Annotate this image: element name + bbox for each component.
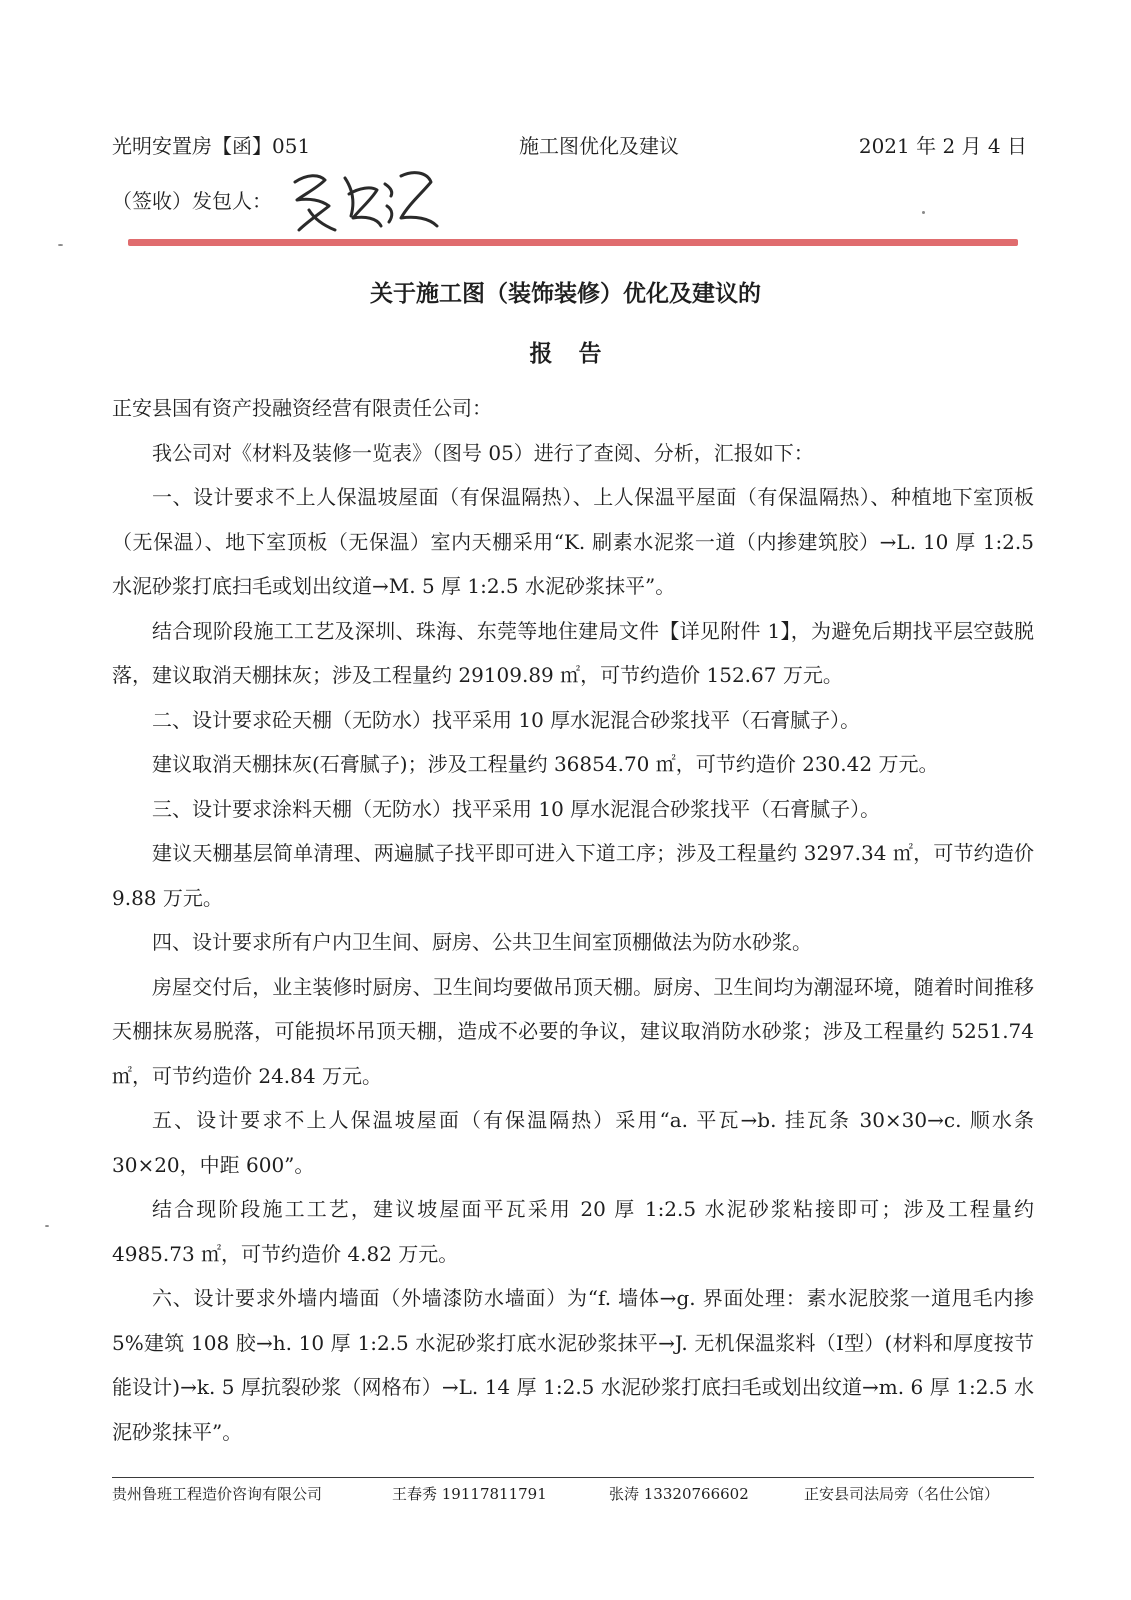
paragraph-item-3: 三、设计要求涂料天棚（无防水）找平采用 10 厚水泥混合砂浆找平（石膏腻子）。 (152, 796, 881, 821)
footer-address: 正安县司法局旁（名仕公馆） (804, 1485, 1000, 1503)
paragraph-item-1: 一、设计要求不上人保温坡屋面（有保温隔热）、上人保温平屋面（有保温隔热）、种植地下室顶板（无保温）、地下室顶板（无保温）室内天棚采用“K. 刷素水泥浆一道（内掺建筑胶）→L. 10 厚 1:2.5 水泥砂浆打底扫毛或划出纹道→M. 5 厚 1:2.5 水泥砂浆抹平”。 (112, 485, 1034, 598)
paragraph-item-1-suggestion: 结合现阶段施工工艺及深圳、珠海、东莞等地住建局文件【详见附件 1】，为避免后期找平层空鼓脱落，建议取消天棚抹灰；涉及工程量约 29109.89 ㎡，可节约造价 152.67 万元。 (112, 618, 1034, 687)
paragraph-intro: 我公司对《材料及装修一览表》（图号 05）进行了查阅、分析，汇报如下： (152, 440, 814, 465)
paragraph-item-2-suggestion: 建议取消天棚抹灰(石膏腻子)；涉及工程量约 36854.70 ㎡，可节约造价 230.42 万元。 (152, 752, 939, 776)
scan-speck (45, 1225, 49, 1227)
footer-rule (112, 1477, 1034, 1478)
signoff-label: （签收）发包人： (112, 189, 272, 213)
report-title: 关于施工图（装饰装修）优化及建议的 (370, 280, 761, 307)
paragraph-item-5: 五、设计要求不上人保温坡屋面（有保温隔热）采用“a. 平瓦→b. 挂瓦条 30×30→c. 顺水条 30×20，中距 600”。 (112, 1108, 1034, 1177)
paragraph-item-3-suggestion: 建议天棚基层简单清理、两遍腻子找平即可进入下道工序；涉及工程量约 3297.34 ㎡，可节约造价 9.88 万元。 (112, 841, 1034, 910)
paragraph-item-4: 四、设计要求所有户内卫生间、厨房、公共卫生间室顶棚做法为防水砂浆。 (152, 930, 812, 954)
footer-contact-2: 张涛 13320766602 (609, 1485, 749, 1503)
header-red-rule (128, 239, 1018, 246)
document-subject: 施工图优化及建议 (519, 134, 679, 158)
document-date: 2021 年 2 月 4 日 (858, 134, 1027, 158)
handwritten-signature (285, 160, 445, 240)
paragraph-item-5-suggestion: 结合现阶段施工工艺，建议坡屋面平瓦采用 20 厚 1:2.5 水泥砂浆粘接即可；涉及工程量约 4985.73 ㎡，可节约造价 4.82 万元。 (112, 1197, 1034, 1266)
salutation: 正安县国有资产投融资经营有限责任公司： (112, 396, 492, 420)
reference-number: 光明安置房【函】051 (112, 134, 311, 158)
paragraph-item-2: 二、设计要求砼天棚（无防水）找平采用 10 厚水泥混合砂浆找平（石膏腻子）。 (152, 707, 861, 732)
paragraph-item-6: 六、设计要求外墙内墙面（外墙漆防水墙面）为“f. 墙体→g. 界面处理：素水泥胶浆一道甩毛内掺 5%建筑 108 胶→h. 10 厚 1:2.5 水泥砂浆打底水泥砂浆抹平→J. 无机保温浆料（Ⅰ型）(材料和厚度按节能设计)→k. 5 厚抗裂砂浆（网格布）→L. 14 厚 1:2.5 水泥砂浆打底扫毛或划出纹道→m. 6 厚 1:2.5 水泥砂浆抹平”。 (112, 1286, 1034, 1444)
scan-speck (922, 211, 925, 214)
report-title-line2: 报告 (529, 340, 628, 367)
paragraph-item-4-suggestion: 房屋交付后，业主装修时厨房、卫生间均要做吊顶天棚。厨房、卫生间均为潮湿环境，随着时间推移天棚抹灰易脱落，可能损坏吊顶天棚，造成不必要的争议，建议取消防水砂浆；涉及工程量约 5251.74 ㎡，可节约造价 24.84 万元。 (112, 974, 1034, 1088)
footer-company: 贵州鲁班工程造价咨询有限公司 (112, 1485, 323, 1503)
report-body (112, 386, 1034, 1454)
footer-contact-1: 王春秀 19117811791 (392, 1485, 547, 1503)
scan-speck (58, 244, 63, 246)
